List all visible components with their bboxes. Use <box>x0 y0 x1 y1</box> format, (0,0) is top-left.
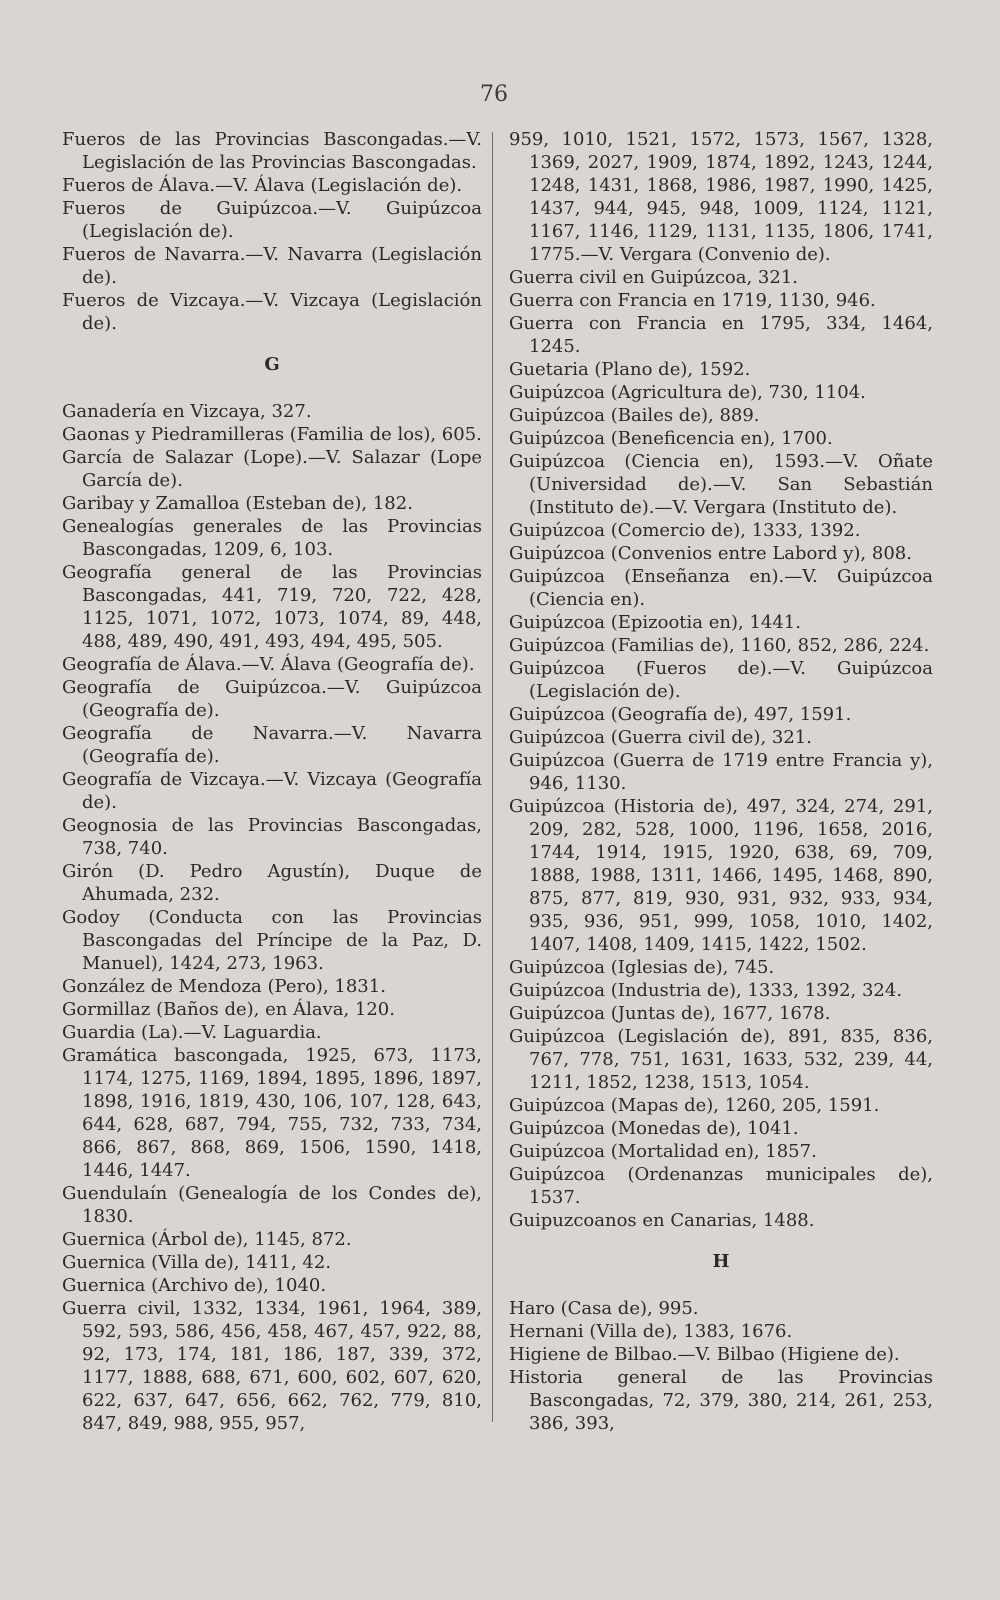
left-entries-before-g <box>62 128 482 335</box>
index-entry: González de Mendoza (Pero), 1831. <box>62 976 386 997</box>
index-entry: Gramática bascongada, 1925, 673, 1173, 1174, 1275, 1169, 1894, 1895, 1896, 1897, 1898, 1916, 1819, 430, 106, 107, 128, 643, 644, 628, 687, 794, 755, 732, 733, 734, 866, 867, 868, 869, 1506, 1590, 1418, 1446, 1447. <box>62 1045 482 1181</box>
index-entry: Guipúzcoa (Mortalidad en), 1857. <box>509 1141 817 1162</box>
index-entry: Guipuzcoanos en Canarias, 1488. <box>509 1210 815 1231</box>
index-entry: Geognosia de las Provincias Bascongadas, 738, 740. <box>62 815 482 859</box>
index-entry: Genealogías generales de las Provincias Bascongadas, 1209, 6, 103. <box>62 516 482 560</box>
section-letter-h: H <box>712 1251 730 1272</box>
index-entry: Guipúzcoa (Convenios entre Labord y), 808. <box>509 543 912 564</box>
index-entry: Guipúzcoa (Juntas de), 1677, 1678. <box>509 1003 831 1024</box>
index-entry: Garibay y Zamalloa (Esteban de), 182. <box>62 493 413 514</box>
index-entry: Geografía de Guipúzcoa.—V. Guipúzcoa (Geografía de). <box>62 677 482 721</box>
index-entry: Godoy (Conducta con las Provincias Bascongadas del Príncipe de la Paz, D. Manuel), 1424, 273, 1963. <box>62 907 482 974</box>
index-entry: Geografía de Vizcaya.—V. Vizcaya (Geografía de). <box>62 769 482 813</box>
index-entry: Guipúzcoa (Geografía de), 497, 1591. <box>509 704 852 725</box>
index-entry: Guipúzcoa (Agricultura de), 730, 1104. <box>509 382 866 403</box>
left-column <box>62 128 482 1435</box>
index-entry: Girón (D. Pedro Agustín), Duque de Ahumada, 232. <box>62 861 482 905</box>
index-entry: Fueros de Álava.—V. Álava (Legislación de). <box>62 175 463 196</box>
section-letter-g: G <box>264 354 280 375</box>
index-entry: Guipúzcoa (Historia de), 497, 324, 274, 291, 209, 282, 528, 1000, 1196, 1658, 2016, 1744, 1914, 1915, 1920, 638, 69, 709, 1888, 1988, 1311, 1466, 1495, 1468, 890, 875, 877, 819, 930, 931, 932, 933, 934, 935, 936, 951, 999, 1058, 1010, 1402, 1407, 1408, 1409, 1415, 1422, 1502. <box>509 796 933 955</box>
index-entry: Guipúzcoa (Beneficencia en), 1700. <box>509 428 833 449</box>
index-entry: Gaonas y Piedramilleras (Familia de los), 605. <box>62 424 482 445</box>
index-entry: Guendulaín (Genealogía de los Condes de), 1830. <box>62 1183 482 1227</box>
index-entry: Fueros de Guipúzcoa.—V. Guipúzcoa (Legislación de). <box>62 198 482 242</box>
left-entries-g <box>62 400 482 1435</box>
index-entry: Guernica (Villa de), 1411, 42. <box>62 1252 332 1273</box>
index-entry: Historia general de las Provincias Bascongadas, 72, 379, 380, 214, 261, 253, 386, 393, <box>509 1367 933 1434</box>
right-entries-h <box>509 1297 933 1435</box>
index-entry: Guipúzcoa (Mapas de), 1260, 205, 1591. <box>509 1095 880 1116</box>
index-entry: Guerra civil en Guipúzcoa, 321. <box>509 267 798 288</box>
index-entry: Guipúzcoa (Ciencia en), 1593.—V. Oñate (Universidad de).—V. San Sebastián (Instituto de).—V. Vergara (Instituto de). <box>509 451 933 518</box>
index-entry: Gormillaz (Baños de), en Álava, 120. <box>62 999 395 1020</box>
index-entry: Geografía de Navarra.—V. Navarra (Geografía de). <box>62 723 482 767</box>
index-entry: Fueros de Vizcaya.—V. Vizcaya (Legislación de). <box>62 290 482 334</box>
right-entries-before-h <box>509 128 933 1232</box>
index-entry: 959, 1010, 1521, 1572, 1573, 1567, 1328, 1369, 2027, 1909, 1874, 1892, 1243, 1244, 1248, 1431, 1868, 1986, 1987, 1990, 1425, 1437, 944, 945, 948, 1009, 1124, 1121, 1167, 1146, 1129, 1131, 1135, 1806, 1741, 1775.—V. Vergara (Convenio de). <box>509 129 933 265</box>
column-divider <box>492 132 493 1422</box>
index-entry: Guerra con Francia en 1795, 334, 1464, 1245. <box>509 313 933 357</box>
index-entry: Geografía de Álava.—V. Álava (Geografía de). <box>62 654 475 675</box>
index-entry: García de Salazar (Lope).—V. Salazar (Lope García de). <box>62 447 482 491</box>
index-entry: Guipúzcoa (Epizootia en), 1441. <box>509 612 801 633</box>
index-entry: Guipúzcoa (Bailes de), 889. <box>509 405 760 426</box>
index-entry: Higiene de Bilbao.—V. Bilbao (Higiene de). <box>509 1344 900 1365</box>
index-entry: Guipúzcoa (Enseñanza en).—V. Guipúzcoa (Ciencia en). <box>509 566 933 610</box>
page-number: 76 <box>480 82 508 107</box>
index-entry: Fueros de Navarra.—V. Navarra (Legislación de). <box>62 244 482 288</box>
index-entry: Guipúzcoa (Ordenanzas municipales de), 1537. <box>509 1164 933 1208</box>
index-entry: Guipúzcoa (Familias de), 1160, 852, 286, 224. <box>509 635 930 656</box>
index-entry: Guardia (La).—V. Laguardia. <box>62 1022 322 1043</box>
index-entry: Fueros de las Provincias Bascongadas.—V. Legislación de las Provincias Bascongadas. <box>62 129 482 173</box>
index-entry: Geografía general de las Provincias Bascongadas, 441, 719, 720, 722, 428, 1125, 1071, 1072, 1073, 1074, 89, 448, 488, 489, 490, 491, 493, 494, 495, 505. <box>62 562 482 652</box>
index-entry: Ganadería en Vizcaya, 327. <box>62 401 312 422</box>
index-entry: Guetaria (Plano de), 1592. <box>509 359 751 380</box>
index-entry: Guipúzcoa (Monedas de), 1041. <box>509 1118 799 1139</box>
index-entry: Guipúzcoa (Guerra civil de), 321. <box>509 727 812 748</box>
index-entry: Guipúzcoa (Iglesias de), 745. <box>509 957 775 978</box>
index-entry: Guernica (Árbol de), 1145, 872. <box>62 1229 352 1250</box>
index-entry: Guerra con Francia en 1719, 1130, 946. <box>509 290 876 311</box>
index-entry: Guerra civil, 1332, 1334, 1961, 1964, 389, 592, 593, 586, 456, 458, 467, 457, 922, 88, 92, 173, 174, 181, 186, 187, 339, 372, 1177, 1888, 688, 671, 600, 602, 607, 620, 622, 637, 647, 656, 662, 762, 779, 810, 847, 849, 988, 955, 957, <box>62 1298 482 1434</box>
right-column <box>509 128 933 1435</box>
index-entry: Hernani (Villa de), 1383, 1676. <box>509 1321 793 1342</box>
index-entry: Guipúzcoa (Legislación de), 891, 835, 836, 767, 778, 751, 1631, 1633, 532, 239, 44, 1211, 1852, 1238, 1513, 1054. <box>509 1026 933 1093</box>
index-entry: Guipúzcoa (Comercio de), 1333, 1392. <box>509 520 861 541</box>
index-entry: Guipúzcoa (Guerra de 1719 entre Francia y), 946, 1130. <box>509 750 933 794</box>
index-entry: Haro (Casa de), 995. <box>509 1298 699 1319</box>
index-entry: Guernica (Archivo de), 1040. <box>62 1275 327 1296</box>
index-entry: Guipúzcoa (Fueros de).—V. Guipúzcoa (Legislación de). <box>509 658 933 702</box>
index-entry: Guipúzcoa (Industria de), 1333, 1392, 324. <box>509 980 903 1001</box>
